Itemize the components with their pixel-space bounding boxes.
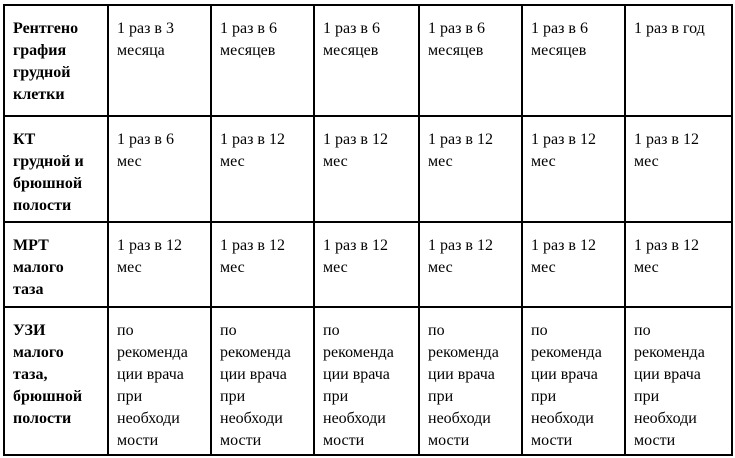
schedule-cell-line: при xyxy=(323,388,349,405)
schedule-cell-line: месяцев xyxy=(531,42,587,59)
schedule-cell-line: месяца xyxy=(117,42,165,59)
schedule-cell-line: необходи xyxy=(323,410,386,427)
schedule-cell-line: по xyxy=(220,322,237,339)
schedule-cell xyxy=(211,222,314,307)
table-body xyxy=(4,5,732,455)
schedule-cell-line: мес xyxy=(428,259,453,276)
schedule-cell xyxy=(625,116,732,222)
schedule-cell-line: ции врача xyxy=(634,366,701,383)
schedule-cell-line: при xyxy=(634,388,660,405)
schedule-cell xyxy=(419,5,522,116)
row-header-line: малого xyxy=(13,259,64,276)
schedule-cell-line: 1 раз в 12 xyxy=(220,131,285,148)
schedule-cell-line: 1 раз в 6 xyxy=(220,20,277,37)
schedule-cell-line: рекоменда xyxy=(117,344,188,361)
schedule-cell-line: мес xyxy=(323,153,348,170)
schedule-cell-line: необходи xyxy=(634,410,697,427)
schedule-cell-line: по xyxy=(428,322,445,339)
schedule-cell-line: ции врача xyxy=(531,366,598,383)
examination-schedule-table xyxy=(3,4,733,456)
schedule-cell-line: мости xyxy=(531,432,573,449)
table-row xyxy=(4,5,732,116)
schedule-cell-line: рекоменда xyxy=(634,344,705,361)
schedule-cell-line: мости xyxy=(220,432,262,449)
schedule-cell-line: мес xyxy=(634,153,659,170)
schedule-cell-line: при xyxy=(220,388,246,405)
schedule-cell-line: 1 раз в 6 xyxy=(323,20,380,37)
schedule-cell-line: ции врача xyxy=(220,366,287,383)
schedule-cell-line: мес xyxy=(220,153,245,170)
schedule-cell xyxy=(419,116,522,222)
row-header-line: таза xyxy=(13,281,44,298)
schedule-cell-line: 1 раз в 12 xyxy=(634,237,699,254)
row-header-cell xyxy=(4,116,108,222)
schedule-cell-line: по xyxy=(323,322,340,339)
schedule-cell-line: 1 раз в 3 xyxy=(117,20,174,37)
row-header-line: грудной и xyxy=(13,153,84,170)
row-header-line: МРТ xyxy=(13,237,49,254)
schedule-cell xyxy=(108,307,211,455)
schedule-cell xyxy=(211,5,314,116)
schedule-cell xyxy=(314,5,419,116)
schedule-cell xyxy=(108,222,211,307)
row-header-line: грудной xyxy=(13,64,71,81)
schedule-cell-line: мости xyxy=(117,432,159,449)
schedule-cell-line: необходи xyxy=(117,410,180,427)
schedule-cell xyxy=(314,222,419,307)
schedule-cell xyxy=(522,116,625,222)
schedule-cell-line: рекоменда xyxy=(220,344,291,361)
schedule-cell-line: по xyxy=(117,322,134,339)
schedule-cell-line: 1 раз в 12 xyxy=(428,131,493,148)
schedule-cell xyxy=(314,307,419,455)
schedule-cell-line: необходи xyxy=(428,410,491,427)
schedule-cell-line: месяцев xyxy=(428,42,484,59)
schedule-cell-line: при xyxy=(117,388,143,405)
row-header-cell xyxy=(4,5,108,116)
schedule-cell-line: 1 раз в 6 xyxy=(428,20,485,37)
schedule-cell-line: рекоменда xyxy=(323,344,394,361)
schedule-cell-line: 1 раз в 12 xyxy=(531,237,596,254)
schedule-cell-line: 1 раз в 12 xyxy=(634,131,699,148)
schedule-cell-line: мес xyxy=(323,259,348,276)
schedule-cell-line: мес xyxy=(531,259,556,276)
row-header-line: брюшной xyxy=(13,175,83,192)
schedule-cell-line: по xyxy=(531,322,548,339)
row-header-line: графия xyxy=(13,42,67,59)
schedule-cell-line: 1 раз в год xyxy=(634,20,705,37)
schedule-cell-line: 1 раз в 12 xyxy=(323,131,388,148)
schedule-cell-line: мес xyxy=(428,153,453,170)
row-header-cell xyxy=(4,307,108,455)
schedule-cell xyxy=(419,307,522,455)
schedule-cell xyxy=(211,116,314,222)
schedule-cell-line: 1 раз в 12 xyxy=(428,237,493,254)
schedule-cell-line: ции врача xyxy=(428,366,495,383)
row-header-line: Рентгено xyxy=(13,20,79,37)
schedule-cell xyxy=(108,5,211,116)
schedule-cell-line: ции врача xyxy=(323,366,390,383)
table-row xyxy=(4,116,732,222)
row-header-line: таза, xyxy=(13,366,48,383)
schedule-cell-line: мес xyxy=(117,259,142,276)
table-row xyxy=(4,222,732,307)
schedule-cell-line: 1 раз в 12 xyxy=(323,237,388,254)
schedule-cell xyxy=(522,307,625,455)
row-header-line: брюшной xyxy=(13,388,83,405)
schedule-cell xyxy=(625,5,732,116)
row-header-line: УЗИ xyxy=(13,322,46,339)
schedule-cell-line: мости xyxy=(428,432,470,449)
schedule-cell-line: 1 раз в 12 xyxy=(531,131,596,148)
schedule-cell-line: мес xyxy=(634,259,659,276)
row-header-line: полости xyxy=(13,197,72,214)
schedule-cell-line: мес xyxy=(220,259,245,276)
table-row xyxy=(4,307,732,455)
schedule-cell-line: по xyxy=(634,322,651,339)
schedule-cell-line: рекоменда xyxy=(531,344,602,361)
schedule-cell xyxy=(625,307,732,455)
schedule-cell-line: при xyxy=(531,388,557,405)
row-header-line: клетки xyxy=(13,86,65,103)
schedule-cell-line: мес xyxy=(117,153,142,170)
schedule-cell xyxy=(522,222,625,307)
schedule-cell-line: рекоменда xyxy=(428,344,499,361)
row-header-line: КТ xyxy=(13,131,36,148)
schedule-cell-line: месяцев xyxy=(323,42,379,59)
schedule-cell-line: 1 раз в 6 xyxy=(531,20,588,37)
schedule-cell-line: 1 раз в 12 xyxy=(117,237,182,254)
schedule-cell-line: необходи xyxy=(220,410,283,427)
schedule-cell-line: месяцев xyxy=(220,42,276,59)
schedule-cell-line: необходи xyxy=(531,410,594,427)
row-header-line: полости xyxy=(13,410,72,427)
row-header-line: малого xyxy=(13,344,64,361)
schedule-cell-line: мес xyxy=(531,153,556,170)
schedule-cell xyxy=(625,222,732,307)
schedule-cell xyxy=(314,116,419,222)
schedule-cell-line: 1 раз в 6 xyxy=(117,131,174,148)
schedule-cell-line: ции врача xyxy=(117,366,184,383)
schedule-cell xyxy=(108,116,211,222)
row-header-cell xyxy=(4,222,108,307)
schedule-cell-line: при xyxy=(428,388,454,405)
schedule-cell xyxy=(211,307,314,455)
schedule-cell-line: мости xyxy=(323,432,365,449)
schedule-cell xyxy=(522,5,625,116)
schedule-cell xyxy=(419,222,522,307)
schedule-cell-line: 1 раз в 12 xyxy=(220,237,285,254)
schedule-cell-line: мости xyxy=(634,432,676,449)
